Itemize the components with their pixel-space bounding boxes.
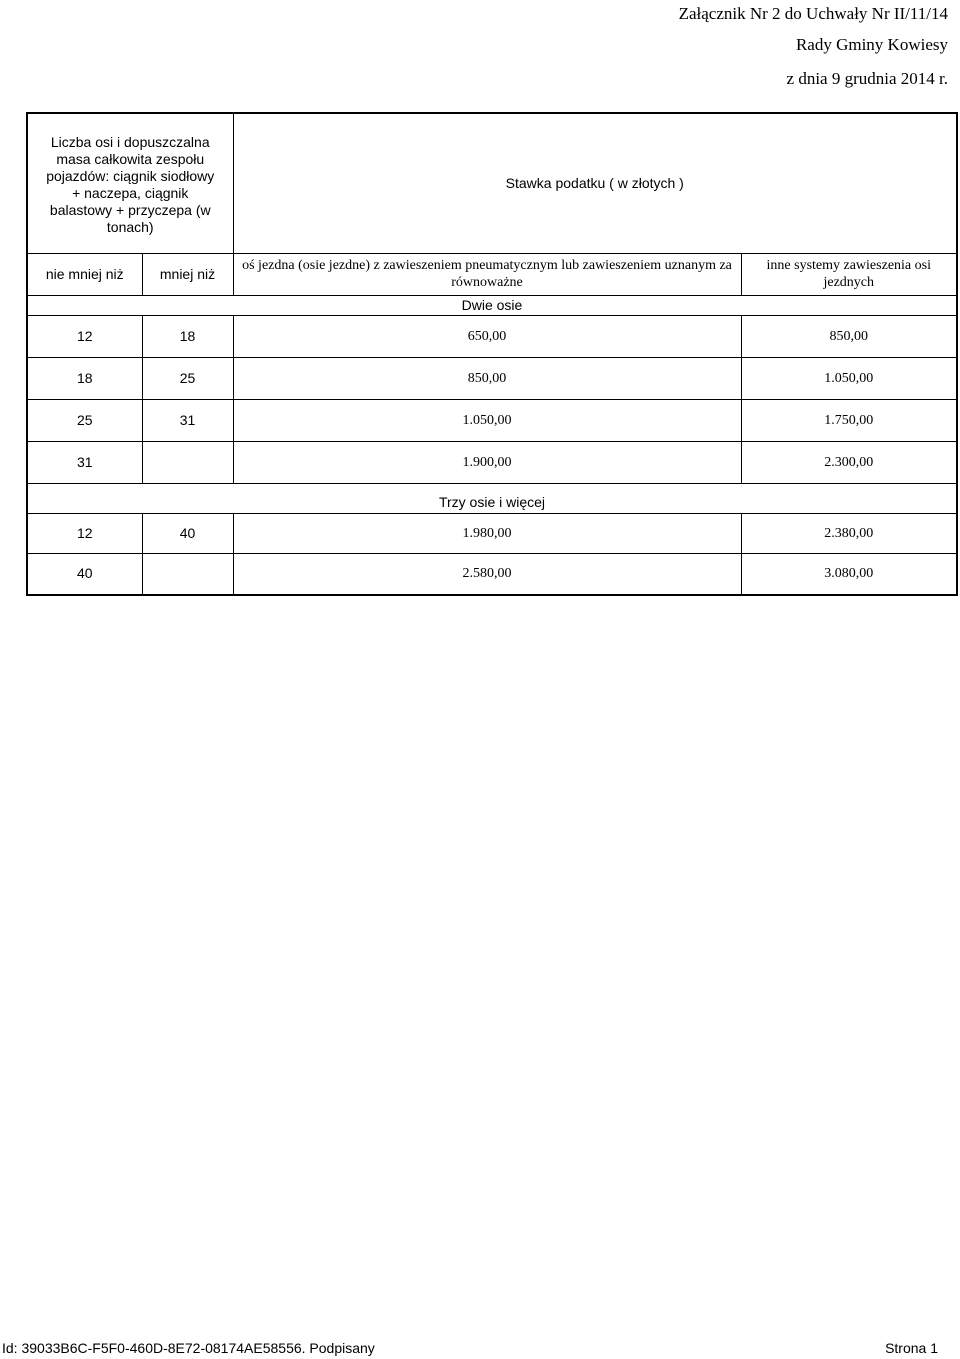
section-two-axles: Dwie osie [27,295,957,315]
other-rate: 850,00 [741,315,957,357]
col-other-suspension: inne systemy zawieszenia osi jezdnych [741,253,957,295]
col-less-than: mniej niż [142,253,233,295]
pneumatic-rate: 1.900,00 [233,441,741,483]
table-row [27,441,957,483]
pneumatic-rate: 650,00 [233,315,741,357]
table-row [27,513,957,553]
min-mass: 25 [27,399,142,441]
col-pneumatic-suspension: oś jezdna (osie jezdne) z zawieszeniem pneumatycznym lub zawieszeniem uznanym za równoważne [233,253,741,295]
page-number: Strona 1 [885,1340,938,1356]
col-not-less-than: nie mniej niż [27,253,142,295]
max-mass: 40 [142,513,233,553]
max-mass [142,441,233,483]
pneumatic-rate: 1.980,00 [233,513,741,553]
mass-header: Liczba osi i dopuszczalna masa całkowita zespołu pojazdów: ciągnik siodłowy + naczepa, ciągnik balastowy + przyczepa (w tonach) [27,113,233,253]
table-row [27,553,957,595]
tax-rate-table [26,112,958,596]
pneumatic-rate: 1.050,00 [233,399,741,441]
other-rate: 3.080,00 [741,553,957,595]
other-rate: 2.300,00 [741,441,957,483]
other-rate: 1.750,00 [741,399,957,441]
max-mass: 25 [142,357,233,399]
rate-header: Stawka podatku ( w złotych ) [233,113,957,253]
min-mass: 12 [27,315,142,357]
document-id: Id: 39033B6C-F5F0-460D-8E72-08174AE58556. Podpisany [2,1340,375,1356]
min-mass: 40 [27,553,142,595]
min-mass: 18 [27,357,142,399]
max-mass: 18 [142,315,233,357]
other-rate: 1.050,00 [741,357,957,399]
pneumatic-rate: 2.580,00 [233,553,741,595]
pneumatic-rate: 850,00 [233,357,741,399]
section-three-axles: Trzy osie i więcej [27,483,957,513]
min-mass: 12 [27,513,142,553]
resolution-date: z dnia 9 grudnia 2014 r. [786,69,948,88]
other-rate: 2.380,00 [741,513,957,553]
min-mass: 31 [27,441,142,483]
council-name: Rady Gminy Kowiesy [795,35,948,54]
attachment-title: Załącznik Nr 2 do Uchwały Nr II/11/14 [678,4,948,23]
table-row [27,315,957,357]
table-row [27,357,957,399]
max-mass [142,553,233,595]
table-row [27,399,957,441]
max-mass: 31 [142,399,233,441]
